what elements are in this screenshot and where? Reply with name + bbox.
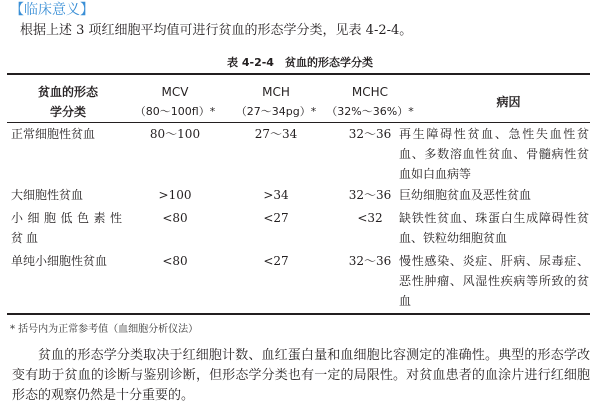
row-4-mcv: <80 (162, 254, 188, 268)
intro-text: 根据上述 3 项红细胞平均值可进行贫血的形态学分类，见表 4-2-4。 (20, 23, 413, 38)
row-3-mcv: <80 (162, 211, 188, 225)
header-mch: MCH （27～34pg）* (235, 85, 317, 118)
row-2-type: 大细胞性贫血 (11, 188, 84, 202)
row-4-cause: 慢性感染、炎症、肝病、尿毒症、恶性肿瘤、风湿性疾病等所致的贫血 (399, 254, 589, 308)
row-3-mchc: <32 (357, 211, 383, 225)
row-2-mcv: >100 (158, 188, 192, 202)
table-bottom-rule (7, 313, 590, 315)
header-rule (7, 122, 590, 123)
table-top-rule (7, 73, 590, 75)
header-mcv: MCV （80～100fl）* (134, 85, 216, 118)
row-2-mch: >34 (263, 188, 289, 202)
header-anemia-type: 贫血的形态 学分类 (37, 85, 98, 119)
section-title: 【临床意义】 (10, 2, 94, 18)
body-paragraph: 贫血的形态学分类取决于红细胞计数、血红蛋白量和血细胞比容测定的准确性。典型的形态学改变有助于贫血的诊断与鉴别诊断，但形态学分类也有一定的局限性。对贫血患者的血涂片进行红细胞形态的观察仍然是十分重要的。 (12, 348, 590, 403)
row-1-type: 正常细胞性贫血 (11, 127, 96, 141)
row-1-mchc: 32～36 (348, 127, 392, 141)
row-1-mcv: 80～100 (149, 127, 201, 141)
row-4-mch: <27 (263, 254, 289, 268)
anemia-classification-table (7, 73, 590, 323)
row-3-mch: <27 (263, 211, 289, 225)
row-3-cause: 缺铁性贫血、珠蛋白生成障碍性贫血、铁粒幼细胞贫血 (399, 211, 589, 245)
row-2-cause: 巨幼细胞贫血及恶性贫血 (399, 188, 532, 202)
row-1-mch: 27～34 (254, 127, 298, 141)
row-3-type: 小细胞低色素性贫血 (11, 211, 125, 245)
row-1-cause: 再生障碍性贫血、急性失血性贫血、多数溶血性贫血、骨髓病性贫血如白血病等 (399, 127, 589, 181)
table-title: 表 4-2-4 贫血的形态学分类 (227, 56, 373, 69)
header-cause: 病因 (496, 95, 521, 109)
table-footnote: * 括号内为正常参考值（血细胞分析仪法） (10, 324, 199, 335)
row-4-type: 单纯小细胞性贫血 (11, 254, 108, 268)
row-2-mchc: 32～36 (348, 188, 392, 202)
header-mchc: MCHC （32%～36%）* (326, 85, 414, 118)
row-4-mchc: 32～36 (348, 254, 392, 268)
